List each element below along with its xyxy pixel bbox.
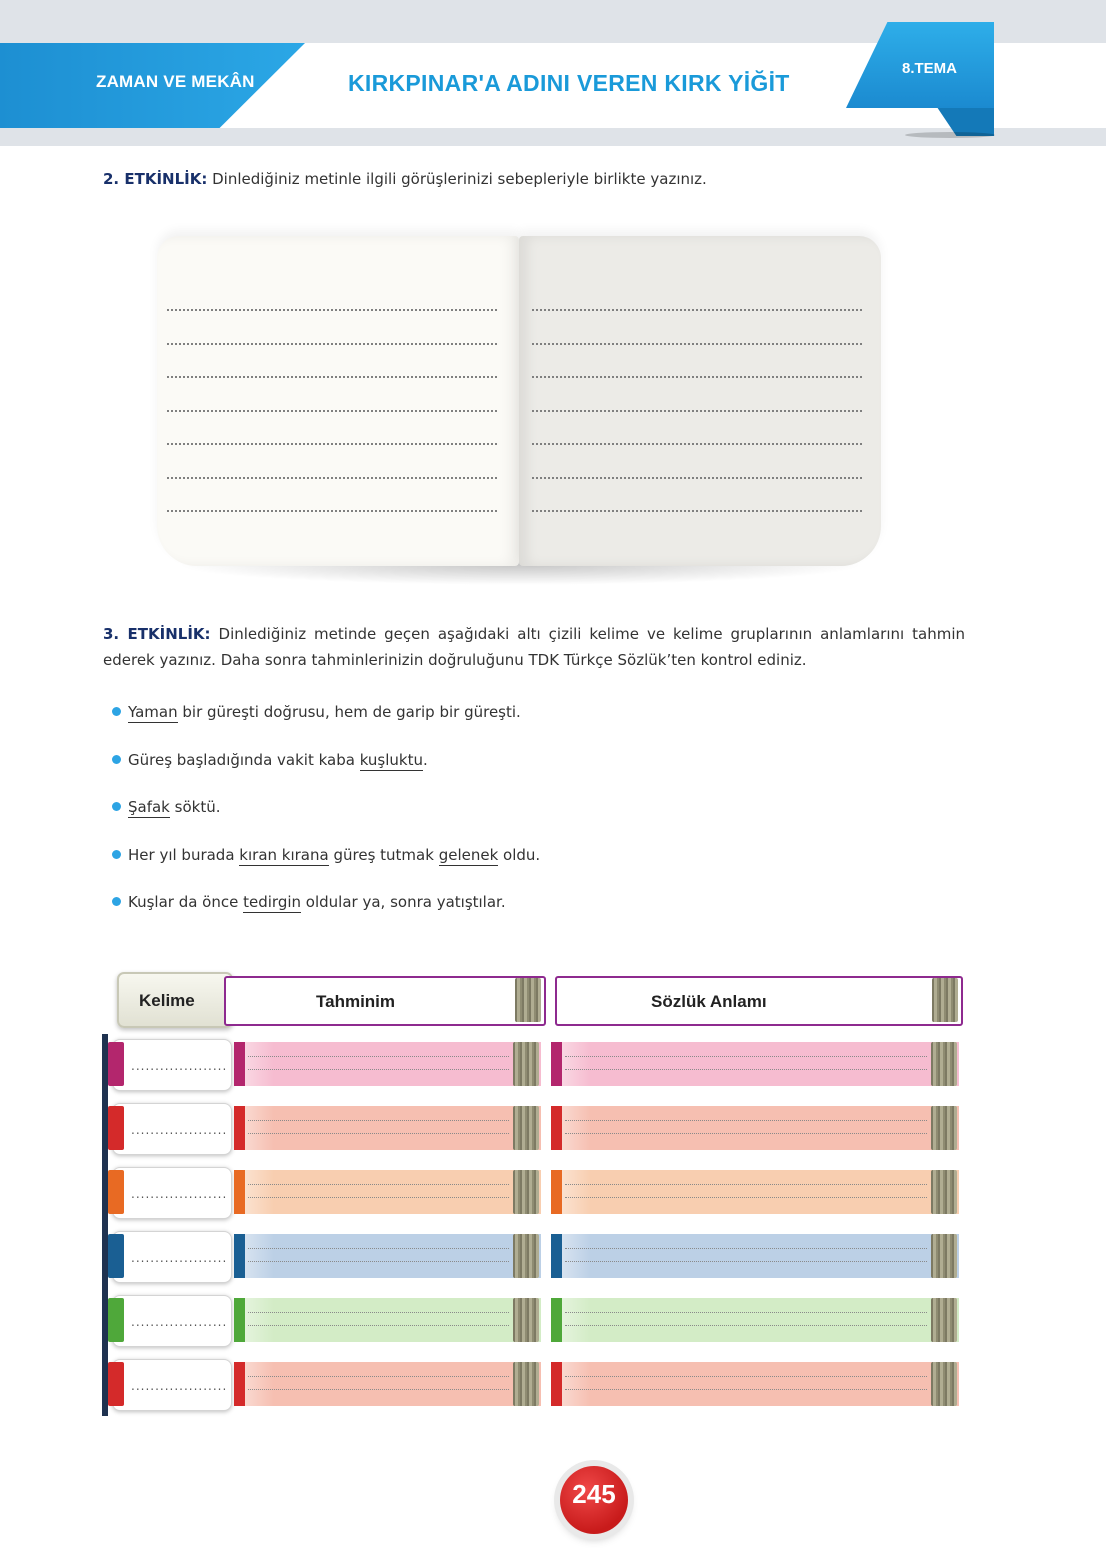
sozluk-writing-line [565, 1056, 927, 1057]
page-title: KIRKPINAR'A ADINI VEREN KIRK YİĞİT [348, 70, 790, 96]
activity3-label: 3. ETKİNLİK: [103, 625, 211, 643]
kelime-color-tab [108, 1042, 124, 1086]
left-page-writing-line[interactable] [167, 376, 497, 378]
activity3-text: Dinlediğiniz metinde geçen aşağıdaki altı çizili kelime ve kelime gruplarının anlamlarını tahmin ederek yazınız. Daha sonra tahminlerinizin doğruluğunu TDK Türkçe Sözlük’ten kontrol ediniz. [103, 625, 965, 669]
underlined-word: gelenek [438, 845, 499, 864]
underlined-word: kıran kırana [239, 845, 329, 864]
right-page-writing-line[interactable] [532, 343, 862, 345]
sozluk-clasp [931, 1106, 957, 1150]
tahmin-writing-line [248, 1197, 509, 1198]
sozluk-writing-line [565, 1325, 927, 1326]
sozluk-writing-line [565, 1389, 927, 1390]
sentence-text: . [423, 750, 428, 769]
sozluk-color-mark [551, 1234, 562, 1278]
underlined-word: Şafak [128, 798, 170, 816]
tahmin-writing-line [248, 1120, 509, 1121]
tahmin-writing-line [248, 1376, 509, 1377]
tahmin-writing-line [248, 1312, 509, 1313]
tahmin-strip[interactable] [234, 1106, 541, 1150]
header-tahminim [224, 976, 546, 1026]
header-sozluk-clasp [932, 978, 958, 1022]
tahmin-strip[interactable] [234, 1298, 541, 1342]
right-page-writing-line[interactable] [532, 443, 862, 445]
tahmin-clasp [513, 1298, 539, 1342]
left-page-writing-line[interactable] [167, 477, 497, 479]
tahmin-strip[interactable] [234, 1234, 541, 1278]
sozluk-strip[interactable] [551, 1362, 959, 1406]
sozluk-strip[interactable] [551, 1234, 959, 1278]
kelime-color-tab [108, 1106, 124, 1150]
sozluk-writing-line [565, 1120, 927, 1121]
kelime-blank: .................... [131, 1315, 228, 1329]
sozluk-writing-line [565, 1312, 927, 1313]
tahmin-strip[interactable] [234, 1042, 541, 1086]
right-page-writing-line[interactable] [532, 410, 862, 412]
kelime-color-tab [108, 1362, 124, 1406]
sozluk-color-mark [551, 1170, 562, 1214]
kelime-blank: .................... [131, 1251, 228, 1265]
header-kelime [117, 972, 233, 1028]
header-tahminim-label: Tahminim [316, 992, 396, 1011]
kelime-blank: .................... [131, 1059, 228, 1073]
sozluk-writing-line [565, 1069, 927, 1070]
kelime-blank: .................... [131, 1123, 228, 1137]
sozluk-writing-line [565, 1184, 927, 1185]
tahmin-writing-line [248, 1056, 509, 1057]
sentence-text: Güreş başladığında vakit kaba [128, 750, 360, 769]
sozluk-strip[interactable] [551, 1298, 959, 1342]
sentence-text: güreş tutmak [328, 845, 439, 864]
sentence-text: Her yıl burada [128, 845, 240, 864]
sozluk-clasp [931, 1362, 957, 1406]
tahmin-clasp [513, 1042, 539, 1086]
sozluk-clasp [931, 1042, 957, 1086]
header-sozluk [555, 976, 963, 1026]
kelime-blank: .................... [131, 1187, 228, 1201]
right-page-writing-line[interactable] [532, 477, 862, 479]
header-sozluk-label: Sözlük Anlamı [651, 992, 767, 1011]
tahmin-clasp [513, 1106, 539, 1150]
sozluk-color-mark [551, 1362, 562, 1406]
sozluk-writing-line [565, 1376, 927, 1377]
tahmin-writing-line [248, 1069, 509, 1070]
underlined-word: Yaman [128, 703, 178, 721]
table-sidebar [102, 1034, 108, 1416]
left-page-writing-line[interactable] [167, 443, 497, 445]
kelime-color-tab [108, 1234, 124, 1278]
bullet-icon [112, 707, 121, 716]
header-kelime-label: Kelime [139, 991, 195, 1010]
kelime-color-tab [108, 1170, 124, 1214]
kelime-color-tab [108, 1298, 124, 1342]
tahmin-clasp [513, 1170, 539, 1214]
tahmin-color-mark [234, 1362, 245, 1406]
sentence-item [112, 798, 220, 816]
tema-ribbon-shadow [905, 132, 995, 138]
sozluk-clasp [931, 1170, 957, 1214]
sozluk-writing-line [565, 1261, 927, 1262]
sozluk-color-mark [551, 1042, 562, 1086]
sentence-text: oldular ya, sonra yatıştılar. [301, 893, 506, 911]
underlined-word: kuşluktu [359, 750, 423, 769]
sozluk-clasp [931, 1298, 957, 1342]
right-page-writing-line[interactable] [532, 376, 862, 378]
tahmin-writing-line [248, 1325, 509, 1326]
activity2-instruction [103, 166, 1003, 192]
book-right-page [519, 236, 881, 566]
tahmin-color-mark [234, 1170, 245, 1214]
sentence-text: söktü. [169, 798, 221, 816]
sozluk-writing-line [565, 1248, 927, 1249]
sozluk-strip[interactable] [551, 1170, 959, 1214]
tahmin-writing-line [248, 1133, 509, 1134]
left-page-writing-line[interactable] [167, 410, 497, 412]
activity3-instruction [103, 621, 965, 673]
kelime-blank: .................... [131, 1379, 228, 1393]
activity2-text: Dinlediğiniz metinle ilgili görüşlerinizi sebepleriyle birlikte yazınız. [207, 170, 707, 188]
tahmin-color-mark [234, 1298, 245, 1342]
sozluk-color-mark [551, 1106, 562, 1150]
sentence-item [112, 751, 428, 769]
page-number: 245 [572, 1479, 616, 1509]
tahmin-strip[interactable] [234, 1362, 541, 1406]
bullet-icon [112, 897, 121, 906]
tahmin-writing-line [248, 1389, 509, 1390]
sozluk-strip[interactable] [551, 1106, 959, 1150]
tahmin-strip[interactable] [234, 1170, 541, 1214]
book-left-page [157, 236, 519, 566]
tahmin-color-mark [234, 1106, 245, 1150]
sentence-item [112, 893, 506, 911]
sozluk-writing-line [565, 1197, 927, 1198]
sentence-text: oldu. [498, 845, 541, 864]
left-page-writing-line[interactable] [167, 510, 497, 512]
right-page-writing-line[interactable] [532, 309, 862, 311]
sozluk-clasp [931, 1234, 957, 1278]
tahmin-writing-line [248, 1261, 509, 1262]
sentence-item [112, 846, 540, 864]
tahmin-writing-line [248, 1184, 509, 1185]
tahmin-clasp [513, 1234, 539, 1278]
tema-label: 8.TEMA [902, 60, 958, 77]
bullet-icon [112, 850, 121, 859]
right-page-writing-line[interactable] [532, 510, 862, 512]
bullet-icon [112, 802, 121, 811]
sozluk-writing-line [565, 1133, 927, 1134]
sozluk-strip[interactable] [551, 1042, 959, 1086]
header-tahminim-clasp [515, 978, 541, 1022]
tahmin-color-mark [234, 1234, 245, 1278]
bullet-icon [112, 755, 121, 764]
tahmin-clasp [513, 1362, 539, 1406]
sentence-text: Kuşlar da önce [128, 893, 244, 911]
tahmin-writing-line [248, 1248, 509, 1249]
left-page-writing-line[interactable] [167, 343, 497, 345]
activity2-label: 2. ETKİNLİK: [103, 170, 208, 188]
tahmin-color-mark [234, 1042, 245, 1086]
sentence-text: bir güreşti doğrusu, hem de garip bir güreşti. [177, 703, 521, 721]
underlined-word: tedirgin [243, 893, 302, 911]
unit-label: ZAMAN VE MEKÂN [96, 72, 255, 91]
sozluk-color-mark [551, 1298, 562, 1342]
sentence-item [112, 703, 521, 721]
left-page-writing-line[interactable] [167, 309, 497, 311]
